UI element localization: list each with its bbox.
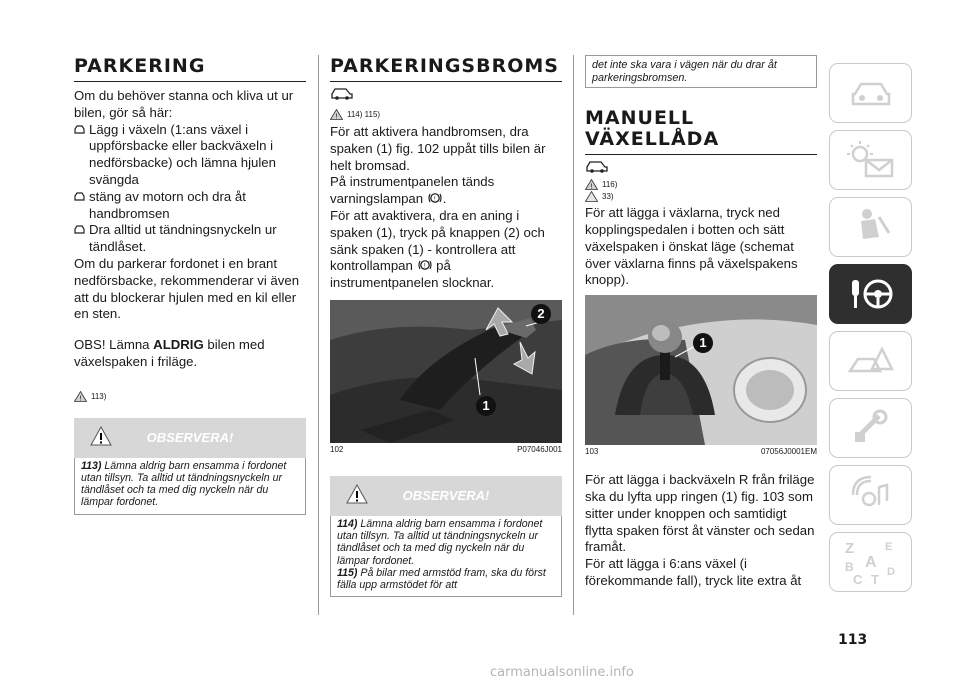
svg-text:!: ! (433, 196, 436, 203)
sidebar-tab-warning-lights[interactable] (829, 130, 912, 190)
warning-body (74, 458, 306, 515)
callout-2: 2 (531, 304, 551, 324)
index-letter: E (884, 541, 892, 553)
sidebar-tab-starting-driving[interactable] (829, 264, 912, 324)
warning-header (330, 476, 562, 516)
note-number: 114) (337, 517, 358, 530)
brake-warning-light-icon (427, 192, 443, 204)
gear-lever-illustration (585, 295, 817, 445)
warning-box (330, 476, 562, 597)
airbag-seat-icon (849, 207, 893, 247)
figure-code: P07046J001 (517, 444, 562, 454)
figure-caption (330, 445, 562, 454)
note-reference (330, 109, 562, 120)
index-letter: T (870, 572, 879, 587)
sidebar-tab-safety[interactable] (829, 197, 912, 257)
body-text (330, 208, 562, 292)
warning-triangle-icon (585, 179, 598, 190)
figure-code: 07056J0001EM (760, 447, 817, 457)
section-heading: PARKERING (74, 55, 306, 82)
sidebar-tab-maintenance[interactable] (829, 398, 912, 458)
warning-triangle-icon (74, 391, 87, 402)
svg-text:!: ! (79, 395, 82, 402)
figure-caption (585, 447, 817, 456)
figure-number: 102 (330, 444, 344, 454)
car-bullet-icon (74, 125, 85, 134)
note-reference-number: 114) 115) (347, 110, 381, 119)
body-text (330, 174, 562, 208)
parkeringsbroms-section (330, 55, 562, 597)
column-divider (573, 55, 574, 615)
chapter-sidebar (829, 63, 912, 599)
text-fragment: För att avaktivera, dra en aning i spaken (1), tryck på knappen (2) och sänk spaken (1) - kontrollera att kontrollampan (330, 207, 545, 274)
svg-text:!: ! (335, 113, 338, 120)
list-item-text: Dra alltid ut tändningsnyckeln ur tändlåset. (89, 222, 277, 255)
index-letter: Z (844, 540, 854, 557)
car-type-icon (585, 159, 609, 173)
note-reference-number: 116) (602, 180, 618, 190)
car-bullet-icon (74, 225, 85, 234)
parkering-section (74, 55, 306, 515)
manuell-vaxellada-section (585, 55, 817, 590)
body-text: För att aktivera handbromsen, dra spaken (1) fig. 102 uppåt tills bilen är helt bromsad. (330, 124, 546, 173)
index-letter: B (844, 560, 854, 574)
column-divider (318, 55, 319, 615)
wrench-car-icon (849, 408, 893, 448)
warning-triangle-icon (330, 109, 343, 120)
note-reference-number: 33) (602, 192, 614, 202)
body-text: För att lägga i växlarna, tryck ned kopplingspedalen i botten och sätt växelspaken i önskat läge (schemat över växlarna finns på växelspakens knopp). (585, 205, 798, 288)
page-number: 113 (838, 632, 868, 648)
note-reference (74, 391, 306, 402)
sidebar-tab-emergency[interactable] (829, 331, 912, 391)
car-bullet-icon (74, 192, 85, 201)
callout-1: 1 (693, 333, 713, 353)
handbrake-illustration (330, 300, 562, 443)
svg-text:!: ! (590, 183, 593, 191)
watermark: carmanualsonline.info (490, 665, 634, 680)
text-fragment: . (442, 191, 447, 207)
svg-text:!: ! (423, 263, 426, 270)
callout-1: 1 (476, 396, 496, 416)
warning-light-envelope-icon (846, 140, 896, 180)
media-navigation-icon (849, 475, 893, 515)
note-reference (585, 179, 817, 190)
obs-text (74, 337, 306, 371)
note-text: Lämna aldrig barn ensamma i fordonet utan tillsyn. Ta alltid ut tändningsnyckeln ur tändlåset och ta med dig nyckeln när du lämpar fordonet. (337, 517, 543, 567)
sidebar-tab-car-dashboard[interactable] (829, 63, 912, 123)
breakdown-triangle-icon (846, 341, 896, 381)
note-reference-number: 113) (91, 391, 107, 401)
index-letter: D (886, 566, 895, 578)
brake-warning-light-icon (417, 259, 433, 271)
note-text: Lämna aldrig barn ensamma i fordonet utan tillsyn. Ta alltid ut tändningsnyckeln ur tändlåset och ta med dig nyckeln när du lämpar fordonet. (81, 459, 287, 509)
obs-suffix: bilen med växelspaken i friläge. (74, 337, 265, 369)
list-item (74, 122, 306, 189)
car-dashboard-icon (849, 78, 893, 108)
car-icon-row (330, 86, 562, 105)
list-item-text: stäng av motorn och dra åt handbromsen (89, 188, 246, 221)
car-icon-row (585, 159, 817, 178)
list-item (74, 189, 306, 223)
warning-title: OBSERVERA! (146, 430, 234, 446)
text-fragment: På instrumentpanelen tänds varningslampan (330, 174, 495, 207)
warning-triangle-icon (346, 484, 368, 504)
figure-number: 103 (585, 447, 599, 457)
list-item-text: Lägg i växeln (1:ans växel i uppförsbacke eller backväxeln i nedförsbacke) och lämna hjulen svängda (89, 121, 276, 187)
section-heading-line: MANUELL (585, 107, 695, 130)
section-heading: PARKERINGSBROMS (330, 55, 562, 82)
warning-box (74, 418, 306, 515)
key-steering-wheel-icon (846, 274, 896, 314)
obs-prefix: OBS! Lämna (74, 337, 154, 353)
body-text: För att lägga i backväxeln R från friläge ska du lyfta upp ringen (1) fig. 103 som sitter under knoppen och samtidigt flytta spaken först åt vänster och sedan framåt. (585, 472, 815, 555)
sidebar-tab-multimedia[interactable] (829, 465, 912, 525)
index-letter: C (852, 572, 862, 587)
note-text: På bilar med armstöd fram, ska du först fälla upp armstödet för att (337, 566, 546, 591)
index-letter: A (864, 554, 877, 571)
handbrake-figure (330, 300, 562, 443)
obs-emphasis: ALDRIG (153, 337, 204, 353)
body-text: Om du parkerar fordonet i en brant nedförsbacke, rekommenderar vi även att du blockerar hjulen med en kil eller en sten. (74, 255, 300, 322)
intro-text: Om du behöver stanna och kliva ut ur bilen, gör så här: (74, 88, 294, 120)
section-heading: VÄXELLÅDA (585, 129, 817, 155)
sidebar-tab-index[interactable] (829, 532, 912, 592)
note-number: 115) (337, 566, 358, 579)
list-item (74, 222, 306, 256)
car-type-icon (330, 86, 354, 100)
warning-title: OBSERVERA! (402, 488, 490, 504)
text-fragment: på instrumentpanelen slocknar. (330, 258, 495, 291)
warning-triangle-icon (90, 426, 112, 446)
gear-lever-figure (585, 295, 817, 445)
continued-note-box: det inte ska vara i vägen när du drar åt parkeringsbromsen. (585, 55, 817, 88)
body-text: För att lägga i 6:ans växel (i förekommande fall), tryck lite extra åt (585, 556, 802, 588)
info-triangle-icon (585, 191, 598, 202)
alphabet-index-icon (841, 537, 901, 587)
warning-body (330, 516, 562, 597)
note-number: 113) (81, 459, 102, 472)
warning-header (74, 418, 306, 458)
note-reference (585, 191, 817, 202)
